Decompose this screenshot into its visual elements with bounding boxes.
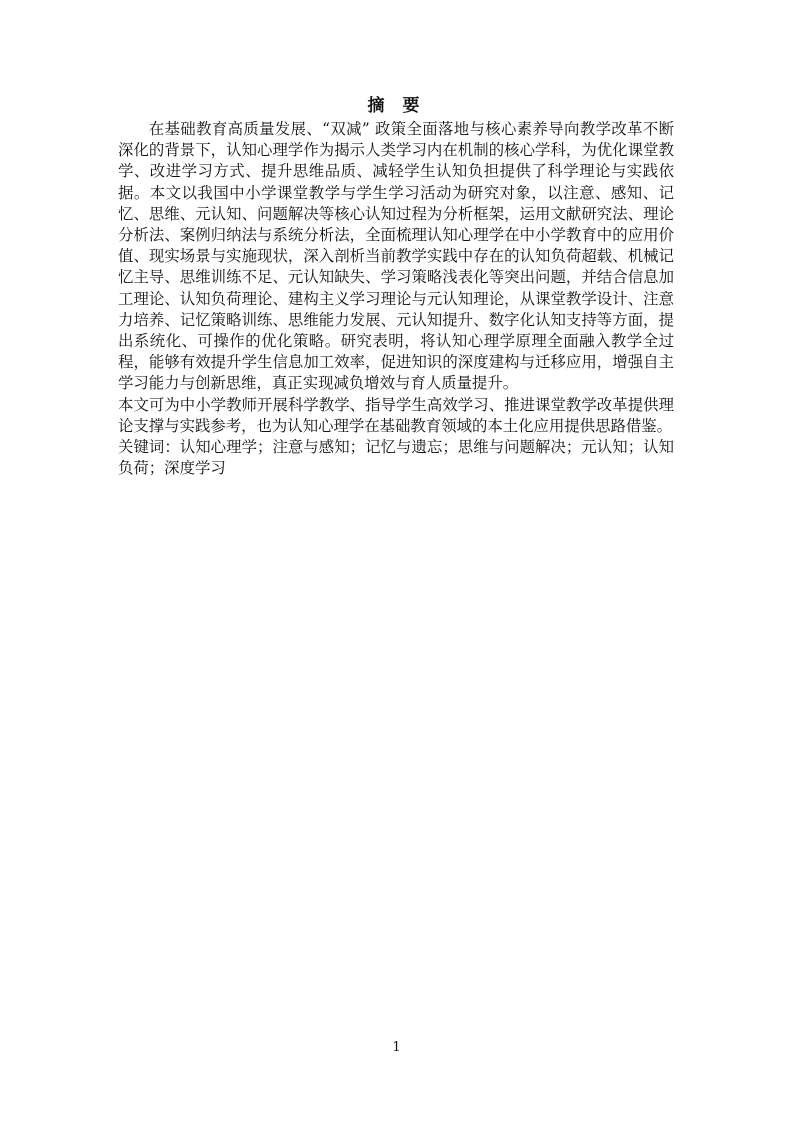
- abstract-paragraph-conclusion: 本文可为中小学教师开展科学教学、指导学生高效学习、推进课堂教学改革提供理论支撑与实践参考，也为认知心理学在基础教育领域的本土化应用提供思路借鉴。: [118, 395, 674, 435]
- keywords: 关键词：认知心理学；注意与感知；记忆与遗忘；思维与问题解决；元认知；认知负荷；深度学习: [118, 438, 674, 478]
- abstract-body: [118, 119, 674, 479]
- abstract-title: 摘 要: [367, 96, 426, 116]
- abstract-paragraph: 在基础教育高质量发展、“双减” 政策全面落地与核心素养导向教学改革不断深化的背景下，认知心理学作为揭示人类学习内在机制的核心学科，为优化课堂教学、改进学习方式、提升思维品质、减轻学生认知负担提供了科学理论与实践依据。本文以我国中小学课堂教学与学生学习活动为研究对象，以注意、感知、记忆、思维、元认知、问题解决等核心认知过程为分析框架，运用文献研究法、理论分析法、案例归纳法与系统分析法，全面梳理认知心理学在中小学教育中的应用价值、现实场景与实施现状，深入剖析当前教学实践中存在的认知负荷超载、机械记忆主导、思维训练不足、元认知缺失、学习策略浅表化等突出问题，并结合信息加工理论、认知负荷理论、建构主义学习理论与元认知理论，从课堂教学设计、注意力培养、记忆策略训练、思维能力发展、元认知提升、数字化认知支持等方面，提出系统化、可操作的优化策略。研究表明，将认知心理学原理全面融入教学全过程，能够有效提升学生信息加工效率，促进知识的深度建构与迁移应用，增强自主学习能力与创新思维，真正实现减负增效与育人质量提升。: [118, 120, 674, 393]
- page-number: 1: [392, 1040, 401, 1055]
